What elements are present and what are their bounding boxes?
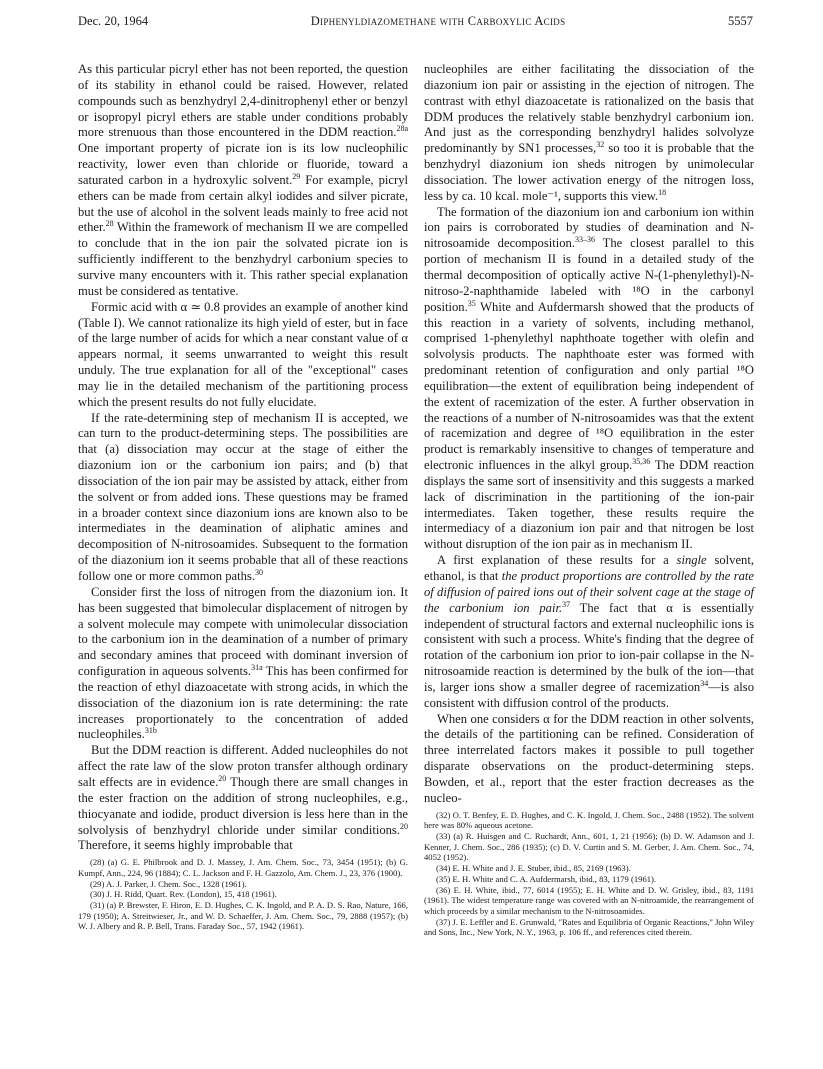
header-title: Diphenyldiazomethane with Carboxylic Acids <box>310 14 566 28</box>
footnote: (32) O. T. Benfey, E. D. Hughes, and C. K. Ingold, J. Chem. Soc., 2488 (1952). The solvent here was 80% aqueous acetone. <box>424 809 754 831</box>
left-paragraph-4: Consider first the loss of nitrogen from the diazonium ion. It has been suggested that bimolecular displacement of nitrogen by a solvent molecule may compete with unimolecular dissociation to the carbonium ion in the deamination of a number of primary and secondary amines that proceed with dominant inversion of configuration in aqueous solvents.$^{31a}$ This has been confirmed for the reaction of ethyl diazoacetate with strong acids, in which the dissociation of the diazonium ion is rate determining: the rate increases proportionately to the concentration of added nucleophiles.$^{31b}$ <box>78 584 408 742</box>
left-paragraph-2: Formic acid with α ≃ 0.8 provides an example of another kind (Table I). We cannot rationalize its high yield of ester, but in face of the large number of acids for which a near constant value of α appears normal, it seems unwarranted to weight this result unduly. The true explanation for all of the "exceptional" cases may lie in the detailed mechanism of the partitioning process which the present results do not fully elucidate. <box>78 299 408 409</box>
right-footnotes <box>424 810 754 938</box>
footnote: (28) (a) G. E. Philbrook and D. J. Massey, J. Am. Chem. Soc., 73, 3454 (1951); (b) G. Kumpf, Ann., 224, 96 (1884); C. L. Jackson and F. H. Gazzolo, Am. Chem. J., 23, 376 (1900). <box>78 857 408 878</box>
left-column <box>78 62 408 932</box>
running-header <box>78 14 753 32</box>
right-paragraph-2: The formation of the diazonium ion and carbonium ion within ion pairs is corroborated by studies of deamination and N-nitrosoamide decomposition.$^{33-36}$ The closest parallel to this portion of mechanism II is found in a detailed study of the thermal decomposition of optically active N-(1-phenylethyl)-N-nitroso-2-naphthamide labeled with ¹⁸O in the carbonyl position.$^{35}$ White and Aufdermarsh showed that the products of this reaction in a variety of solvents, including methanol, comprised 1-phenylethyl naphthoate together with olefin and solvolysis products. The naphthoate ester was formed with predominant retention of configuration and only partial ¹⁸O equilibration—the extent of equilibration being independent of the extent of racemization of the ester. A further observation in the reactions of a number of N-nitrosoamides was that the extent of racemization and degree of ¹⁸O equilibration in the ester product is remarkably insensitive to changes of temperature and electronic influences in the alkyl group.$^{35,36}$ The DDM reaction displays the same sort of insensitivity and this suggests a marked lack of discrimination in the partitioning of the ion-pair intermediates. Taken together, these results require the intermediacy of a diazonium ion pair and that nitrogen be lost without disruption of the ion pair as in mechanism II. <box>424 204 754 552</box>
footnote: (34) E. H. White and J. E. Stuber, ibid., 85, 2169 (1963). <box>436 863 631 874</box>
footnote: (35) E. H. White and C. A. Aufdermarsh, ibid., 83, 1179 (1961). <box>436 873 657 884</box>
right-paragraph-1: nucleophiles are either facilitating the dissociation of the diazonium ion pair or assisting in the ejection of nitrogen. The contrast with ethyl diazoacetate is rationalized on the basis that DDM produces the relatively stable benzhydryl carbonium ion. And just as the corresponding benzhydryl halides solvolyze predominantly by SN1 processes,$^{32}$ so too it is probable that the benzhydryl diazonium ion sheds nitrogen by unimolecular dissociation. The lower activation energy of the nitrogen loss, less by ca. 10 kcal. mole⁻¹, supports this view.$^{18}$ <box>424 62 754 203</box>
footnote: (29) A. J. Parker, J. Chem. Soc., 1328 (1961). <box>90 878 247 889</box>
footnote: (33) (a) R. Huisgen and C. Ruchardt, Ann., 601, 1, 21 (1956); (b) D. W. Adamson and J. Kenner, J. Chem. Soc., 286 (1935); (c) D. V. Curtin and S. M. Gerber, J. Am. Chem. Soc., 74, 4052 (1952). <box>424 831 754 863</box>
right-column <box>424 62 754 938</box>
footnote: (31) (a) P. Brewster, F. Hiron, E. D. Hughes, C. K. Ingold, and P. A. D. S. Rao, Nature, 166, 179 (1950); A. Streitwieser, Jr., and W. D. Schaeffer, J. Am. Chem. Soc., 79, 2888 (1957); (b) W. J. Albery and R. P. Bell, Trans. Faraday Soc., 57, 1942 (1961). <box>78 900 408 932</box>
footnote: (30) J. H. Ridd, Quart. Rev. (London), 15, 418 (1961). <box>90 889 277 900</box>
right-paragraph-4: When one considers α for the DDM reaction in other solvents, the details of the partitioning can be refined. Consideration of three interrelated factors makes it possible to pull together disparate observations on the product-determining steps. Bowden, et al., report that the ester fraction decreases as the nucleo- <box>424 711 754 805</box>
left-footnotes <box>78 857 408 932</box>
header-page-number: 5557 <box>728 14 753 28</box>
header-date: Dec. 20, 1964 <box>78 14 149 28</box>
left-paragraph-3: If the rate-determining step of mechanism II is accepted, we can turn to the product-determining steps. The possibilities are that (a) dissociation may occur at the stage of either the diazonium ion or the carbonium ion pairs; and (b) that dissociation of the ion pair may be assisted by attack, either from the solvent or from added ions. These questions may be framed in a broader context since diazonium ions are known also to be intermediates in the deamination of aliphatic amines and decomposition of N-nitrosoamides. Subsequent to the formation of the diazonium ion it seems probable that all of these reactions follow one or more common paths.$^{30}$ <box>78 410 408 583</box>
left-paragraph-5: But the DDM reaction is different. Added nucleophiles do not affect the rate law of the slow proton transfer although ordinary salt effects are in evidence.$^{20}$ Though there are small changes in the ester fraction on the addition of strong nucleophiles, e.g., thiocyanate and iodide, product diversion is less here than in the solvolysis of benzhydryl chloride under similar conditions.$^{20}$ Therefore, it seems highly improbable that <box>78 743 408 853</box>
right-paragraph-3: A first explanation of these results for a single solvent, ethanol, is that the product proportions are controlled by the rate of diffusion of paired ions out of their solvent cage at the stage of the carbonium ion pair.$^{37}$ The fact that α is essentially independent of structural factors and external nucleophilic ions is consistent with such a process. White's finding that the degree of rotation of the carbonium ion prior to ion-pair collapse in the N-nitrosoamide reaction is determined by the bulk of the ion—that is, larger ions show a smaller degree of racemization$^{34}$—is also consistent with diffusion control of the products. <box>424 553 754 710</box>
left-paragraph-1: As this particular picryl ether has not been reported, the question of its stability in ethanol could be raised. However, related compounds such as benzhydryl 2,4-dinitrophenyl ether or benzyl or isopropyl picryl ethers are stable under conditions probably more strenuous than those encountered in the DDM reaction.$^{28a}$ One important property of picrate ion is its low nucleophilic reactivity, lower even than chloride or fluoride, toward a saturated carbon in a hydroxylic solvent.$^{29}$ For example, picryl ethers can be made from certain alkyl iodides and silver picrate, but the use of alcohol in the solvent leads mainly to free acid not ether.$^{28}$ Within the framework of mechanism II we are compelled to conclude that in the ion pair the solvated picrate ion is sufficiently indifferent to the benzhydryl carbonium species to survive many encounters with it. This rather special explanation must be considered as tentative. <box>78 62 409 298</box>
footnote: (36) E. H. White, ibid., 77, 6014 (1955); E. H. White and D. W. Grisley, ibid., 83, 1191 (1961). The widest temperature range was covered with an N-nitroamide, the rearrangement of which proceeds by a similar mechanism to the N-nitrosoamides. <box>424 884 754 916</box>
footnote: (37) J. E. Leffler and E. Grunwald, "Rates and Equilibria of Organic Reactions," John Wiley and Sons, Inc., New York, N. Y., 1963, p. 106 ff., and references cited therein. <box>424 916 754 938</box>
